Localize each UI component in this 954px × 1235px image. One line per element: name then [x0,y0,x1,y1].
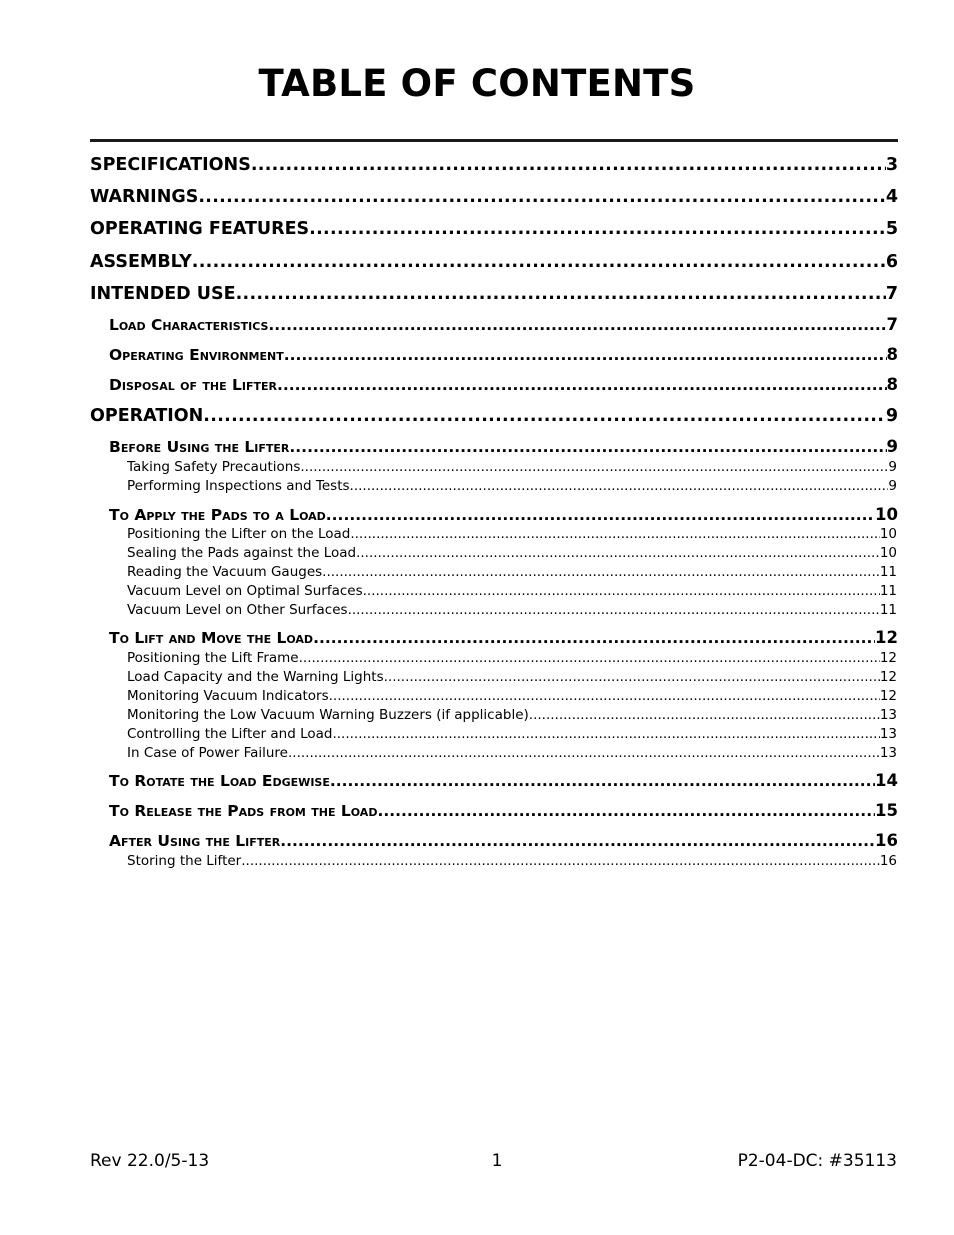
toc-entry-label: Reading the Vacuum Gauges [127,564,323,580]
toc-entry[interactable] [90,155,898,175]
toc-entry[interactable] [127,545,897,561]
toc-entry-page: 11 [879,583,897,599]
toc-entry-page: 16 [875,831,898,850]
toc-entry[interactable] [127,745,897,761]
toc-entry[interactable] [127,726,897,742]
toc-entry-page: 6 [885,252,898,272]
toc-entry-page: 4 [885,187,898,207]
toc-entry-label: WARNINGS [90,187,199,207]
toc-entry-page: 10 [875,505,898,524]
leader-dots [289,438,886,456]
toc-entry-label: Performing Inspections and Tests [127,478,350,494]
toc-entry-label: Positioning the Lifter on the Load [127,526,351,542]
leader-dots [300,459,888,475]
toc-entry-label: To Release the Pads from the Load [109,802,378,820]
toc-entry-page: 13 [879,745,897,761]
leader-dots [330,772,875,790]
leader-dots [363,583,880,599]
leader-dots [329,688,880,704]
leader-dots [288,745,880,761]
toc-entry-label: Controlling the Lifter and Load [127,726,333,742]
leader-dots [529,707,880,723]
toc-entry-label: Positioning the Lift Frame [127,650,299,666]
leader-dots [251,155,886,175]
toc-entry-label: After Using the Lifter [109,832,281,850]
toc-entry-page: 7 [886,315,898,334]
toc-entry-label: Before Using the Lifter [109,438,290,456]
leader-dots [356,545,880,561]
toc-entry[interactable] [109,375,898,394]
toc-entry-page: 15 [875,801,898,820]
leader-dots [348,602,880,618]
toc-entry[interactable] [127,564,897,580]
leader-dots [299,650,880,666]
toc-entry-page: 11 [879,602,897,618]
toc-entry[interactable] [90,187,898,207]
toc-entry[interactable] [90,284,898,304]
leader-dots [377,802,875,820]
leader-dots [280,832,875,850]
leader-dots [284,346,887,364]
toc-entry[interactable] [127,853,897,869]
toc-entry[interactable] [127,602,897,618]
toc-entry-page: 9 [888,459,897,475]
toc-entry-label: To Lift and Move the Load [109,629,314,647]
toc-entry[interactable] [109,831,898,850]
toc-entry-label: Vacuum Level on Other Surfaces [127,602,348,618]
toc-entry-page: 10 [879,545,897,561]
leader-dots [309,219,886,239]
toc-entry-label: To Apply the Pads to a Load [109,506,326,524]
toc-entry-label: In Case of Power Failure [127,745,288,761]
toc-entry-page: 9 [886,437,898,456]
toc-entry[interactable] [109,801,898,820]
toc-entry-label: SPECIFICATIONS [90,155,251,175]
toc-entry-page: 3 [885,155,898,175]
footer-revision: Rev 22.0/5-13 [90,1151,210,1171]
toc-entry-page: 9 [885,406,898,426]
toc-entry[interactable] [90,252,898,272]
toc-entry-page: 16 [879,853,897,869]
toc-entry-label: Disposal of the Lifter [109,376,277,394]
toc-entry-label: OPERATION [90,406,204,426]
toc-entry[interactable] [109,315,898,334]
toc-entry[interactable] [109,628,898,647]
toc-entry-label: Operating Environment [109,346,284,364]
toc-entry-label: Load Characteristics [109,316,269,334]
toc-entry[interactable] [127,669,897,685]
toc-entry-label: Monitoring Vacuum Indicators [127,688,329,704]
leader-dots [350,526,879,542]
leader-dots [277,376,887,394]
footer-doc-code: P2-04-DC: #35113 [737,1151,897,1171]
leader-dots [241,853,880,869]
toc-entry-page: 11 [879,564,897,580]
toc-entry[interactable] [90,219,898,239]
toc-entry[interactable] [127,459,897,475]
toc-entry-page: 7 [885,284,898,304]
toc-entry[interactable] [109,437,898,456]
leader-dots [332,726,879,742]
leader-dots [192,252,886,272]
toc-entry-page: 13 [879,726,897,742]
leader-dots [384,669,880,685]
toc-entry-page: 12 [875,628,898,647]
toc-entry-label: INTENDED USE [90,284,236,304]
toc-entry[interactable] [90,406,898,426]
toc-entry[interactable] [109,771,898,790]
toc-entry-label: Vacuum Level on Optimal Surfaces [127,583,363,599]
leader-dots [350,478,889,494]
toc-entry-page: 12 [879,669,897,685]
leader-dots [236,284,886,304]
toc-entry-label: Monitoring the Low Vacuum Warning Buzzers (if applicable) [127,707,529,723]
toc-entry[interactable] [127,478,897,494]
leader-dots [203,406,886,426]
toc-entry-label: OPERATING FEATURES [90,219,310,239]
toc-entry[interactable] [109,345,898,364]
toc-entry-label: ASSEMBLY [90,252,192,272]
toc-entry-page: 8 [886,375,898,394]
toc-entry-label: Storing the Lifter [127,853,242,869]
leader-dots [268,316,886,334]
toc-entry-page: 8 [886,345,898,364]
leader-dots [198,187,886,207]
toc-entry-label: To Rotate the Load Edgewise [109,772,330,790]
toc-entry-page: 5 [885,219,898,239]
toc-entry[interactable] [127,583,897,599]
footer-page-number: 1 [491,1151,503,1171]
toc-entry-page: 13 [879,707,897,723]
toc-entry-label: Sealing the Pads against the Load [127,545,357,561]
leader-dots [322,564,880,580]
toc-entry-page: 10 [879,526,897,542]
page-title: TABLE OF CONTENTS [258,62,696,105]
toc-entry[interactable] [127,650,897,666]
toc-entry-page: 9 [888,478,897,494]
toc-entry[interactable] [109,505,898,524]
leader-dots [313,629,875,647]
toc-entry[interactable] [127,707,897,723]
toc-entry-page: 12 [879,688,897,704]
toc-entry-page: 14 [875,771,898,790]
toc-entry[interactable] [127,526,897,542]
toc-entry-label: Load Capacity and the Warning Lights [127,669,384,685]
toc-entry[interactable] [127,688,897,704]
toc-entry-page: 12 [879,650,897,666]
leader-dots [326,506,875,524]
toc-entry-label: Taking Safety Precautions [127,459,301,475]
